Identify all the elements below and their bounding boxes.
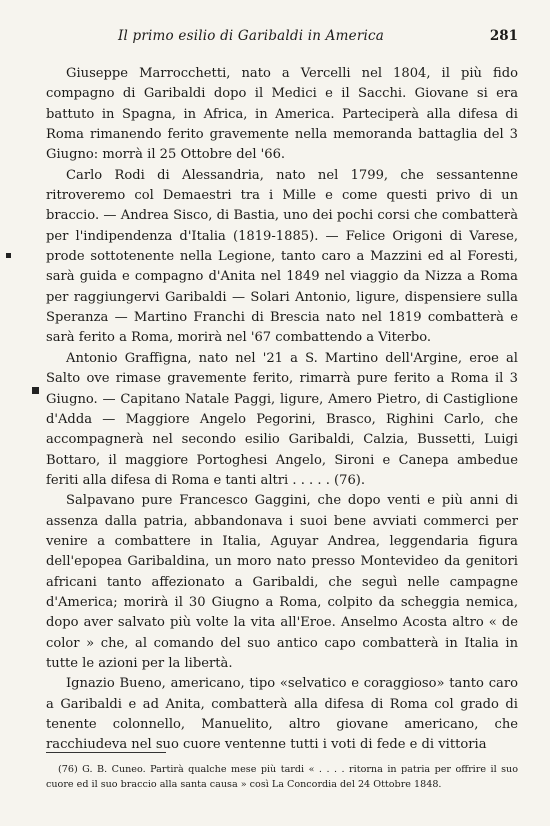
paragraph-bueno: Ignazio Bueno, americano, tipo «selvatico e coraggioso» tanto caro a Garibaldi e ad Anita, combatterà alla difesa di Roma col grado di tenente colonnello, Manuelito, altro giovane americano, che racchiudeva nel suo cuore ventenne tutti i voti di fede e di vittoria [46,676,518,753]
footnote-separator [46,752,166,753]
main-text [46,64,518,756]
paragraph-marrocchetti: Giuseppe Marrocchetti, nato a Vercelli nel 1804, il più fido compagno di Garibaldi dopo il Medici e il Sacchi. Giovane si era battuto in Spagna, in Africa, in America. Parteciperà alla difesa di Roma rimanendo ferito gravemente nella memoranda battaglia del 3 Giugno: morrà il 25 Ottobre del '66. [46,66,518,163]
page-number: 281 [489,28,518,44]
running-title: Il primo esilio di Garibaldi in America [118,28,385,44]
page-header [48,28,518,48]
margin-mark [6,253,11,258]
footnote: (76) G. B. Cuneo. Partirà qualche mese più tardi « . . . . ritorna in patria per offrire il suo cuore ed il suo braccio alla santa causa » così La Concordia del 24 Ottobre 1848. [46,764,518,790]
paragraph-graffigna: Antonio Graffigna, nato nel '21 a S. Martino dell'Argine, eroe al Salto ove rimase gravemente ferito, rimarrà pure ferito a Roma il 3 Giugno. — Capitano Natale Paggi, ligure, Amero Pietro, di Castiglione d'Adda — Maggiore Angelo Pegorini, Brasco, Righini Carlo, che accompagnerà nel secondo esilio Garibaldi, Calzia, Bussetti, Luigi Bottaro, il maggiore Portoghesi Angelo, Sironi e Canepa ambedue feriti alla difesa di Roma e tanti altri . . . . . (76). [46,350,518,488]
margin-mark [32,387,39,394]
paragraph-rodi: Carlo Rodi di Alessandria, nato nel 1799, che sessantenne ritroveremo col Demaestri tra i Mille e come questi privo di un braccio. — Andrea Sisco, di Bastia, uno dei pochi corsi che combatterà per l'indipendenza d'Italia (1819-1885). — Felice Origoni di Varese, prode sottotenente nella Legione, tanto caro a Mazzini ed al Foresti, sarà guida e compagno d'Anita nel 1849 nel viaggio da Nizza a Roma per raggiungervi Garibaldi — Solari Antonio, ligure, dispensiere sulla Speranza — Martino Franchi di Brescia nato nel 1819 combatterà e sarà ferito a Roma, morirà nel '67 combattendo a Viterbo. [46,167,518,346]
paragraph-gaggini: Salpavano pure Francesco Gaggini, che dopo venti e più anni di assenza dalla patria, abbandonava i suoi bene avviati commerci per venire a combattere in Italia, Aguyar Andrea, leggendaria figura dell'epopea Garibaldina, un moro nato presso Montevideo da genitori africani tanto affezionato a Garibaldi, che seguì nelle campagne d'America; morirà il 30 Giugno a Roma, colpito da scheggia nemica, dopo aver salvato più volte la vita all'Eroe. Anselmo Acosta altro « de color » che, al comando del suo antico capo combatterà in Italia in tutte le azioni per la libertà. [46,493,518,671]
